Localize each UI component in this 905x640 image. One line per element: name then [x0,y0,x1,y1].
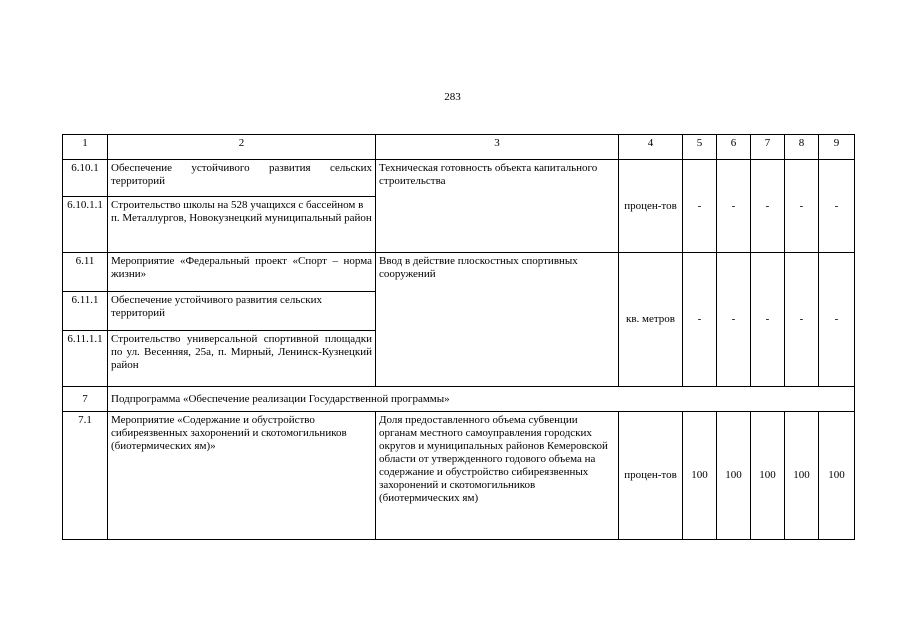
row-name: Строительство школы на 528 учащихся с бассейном в п. Металлургов, Новокузнецкий муниципальный район [108,197,376,253]
value-cell: - [683,160,717,253]
row-name: Обеспечение устойчивого развития сельских территорий [108,292,376,331]
value-cell: - [785,253,819,387]
value-cell: - [683,253,717,387]
header-cell: 9 [819,135,855,160]
header-cell: 4 [619,135,683,160]
row-number: 6.11.1.1 [63,331,108,387]
value-cell: 100 [819,412,855,540]
row-name: Мероприятие «Содержание и обустройство сибиреязвенных захоронений и скотомогильников (биотермических ям)» [108,412,376,540]
unit-cell: процен-тов [619,160,683,253]
value-cell: - [785,160,819,253]
indicator-cell: Ввод в действие плоскостных спортивных сооружений [376,253,619,387]
table-row [63,160,855,197]
row-name: Обеспечение устойчивого развития сельских территорий [108,160,376,197]
page-number: 283 [444,91,461,103]
unit-cell: процен-тов [619,412,683,540]
indicator-cell: Доля предоставленного объема субвенции органам местного самоуправления городских округов и муниципальных районов Кемеровской области от утвержденного годового объема на содержание и обустройство сибиреязвенных захоронений и скотомогильников (биотермических ям) [376,412,619,540]
row-name: Строительство универсальной спортивной площадки по ул. Весенняя, 25а, п. Мирный, Ленинск-Кузнецкий район [108,331,376,387]
subprogram-row [63,387,855,412]
value-cell: 100 [751,412,785,540]
value-cell: - [717,160,751,253]
row-name: Мероприятие «Федеральный проект «Спорт – норма жизни» [108,253,376,292]
row-number: 6.10.1.1 [63,197,108,253]
value-cell: 100 [785,412,819,540]
value-cell: - [717,253,751,387]
row-number: 7 [63,387,108,412]
value-cell: 100 [683,412,717,540]
table-row [63,412,855,540]
table-row [63,253,855,292]
subprogram-title: Подпрограмма «Обеспечение реализации Государственной программы» [108,387,855,412]
header-cell: 2 [108,135,376,160]
indicator-cell: Техническая готовность объекта капитального строительства [376,160,619,253]
value-cell: - [819,253,855,387]
header-cell: 8 [785,135,819,160]
value-cell: - [751,253,785,387]
header-cell: 5 [683,135,717,160]
header-cell: 1 [63,135,108,160]
value-cell: - [751,160,785,253]
row-number: 7.1 [63,412,108,540]
value-cell: - [819,160,855,253]
value-cell: 100 [717,412,751,540]
header-cell: 3 [376,135,619,160]
table-header-row [63,135,855,160]
header-cell: 6 [717,135,751,160]
header-cell: 7 [751,135,785,160]
row-number: 6.10.1 [63,160,108,197]
row-number: 6.11.1 [63,292,108,331]
row-number: 6.11 [63,253,108,292]
indicators-table [62,134,855,540]
unit-cell: кв. метров [619,253,683,387]
